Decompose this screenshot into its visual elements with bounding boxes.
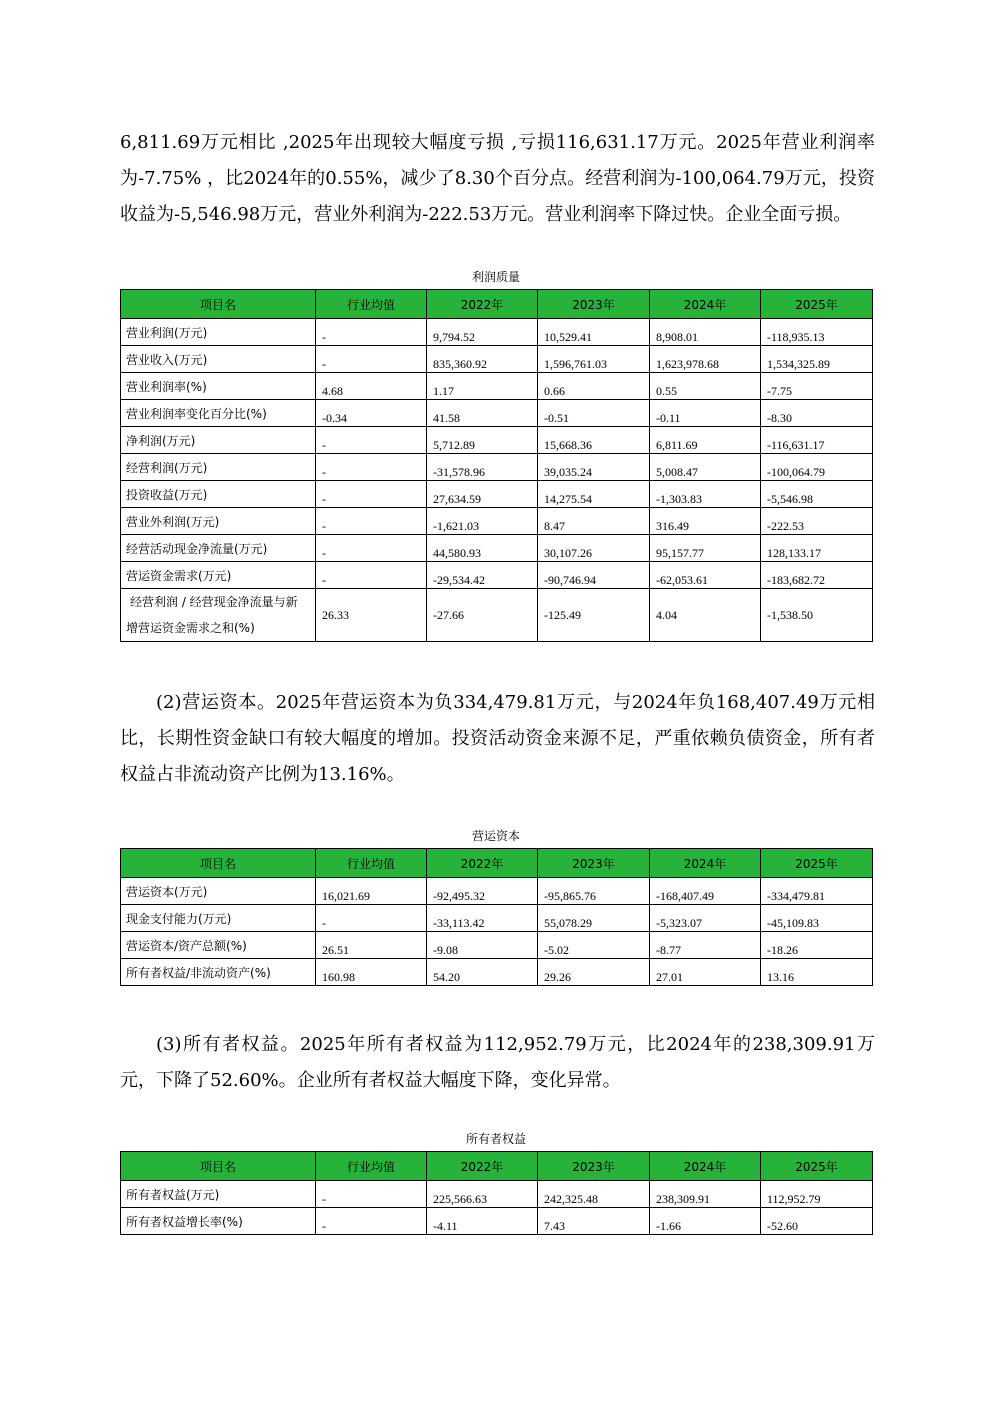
column-header: 2022年 bbox=[427, 849, 538, 878]
table-cell: -18.26 bbox=[761, 932, 873, 959]
column-header: 2023年 bbox=[538, 1152, 650, 1181]
table-cell: -90,746.94 bbox=[538, 562, 650, 589]
row-label: 现金支付能力(万元) bbox=[121, 905, 316, 932]
table-cell: -33,113.42 bbox=[427, 905, 538, 932]
table-cell: -1,538.50 bbox=[761, 589, 873, 642]
table-cell: -0.51 bbox=[538, 400, 650, 427]
table-cell: -95,865.76 bbox=[538, 878, 650, 905]
table-cell: -168,407.49 bbox=[650, 878, 761, 905]
row-label: 所有者权益增长率(%) bbox=[121, 1208, 316, 1235]
row-label: 营运资本/资产总额(%) bbox=[121, 932, 316, 959]
table-cell: 27.01 bbox=[650, 959, 761, 986]
table-cell: 8.47 bbox=[538, 508, 650, 535]
column-header: 项目名 bbox=[121, 1152, 316, 1181]
table-cell: -7.75 bbox=[761, 373, 873, 400]
table-cell: 835,360.92 bbox=[427, 346, 538, 373]
table-row bbox=[121, 959, 873, 986]
table-cell: 8,908.01 bbox=[650, 319, 761, 346]
owners-equity-table bbox=[120, 1151, 873, 1235]
row-label: 营运资本(万元) bbox=[121, 878, 316, 905]
table-cell: -5,546.98 bbox=[761, 481, 873, 508]
paragraph-owners-equity-text: (3)所有者权益。2025年所有者权益为112,952.79万元，比2024年的238,309.91万元，下降了52.60%。企业所有者权益大幅度下降，变化异常。 bbox=[120, 1034, 875, 1091]
table-cell: 13.16 bbox=[761, 959, 873, 986]
table-cell: - bbox=[316, 481, 427, 508]
table-header-row bbox=[121, 290, 873, 319]
table-cell: 1,534,325.89 bbox=[761, 346, 873, 373]
column-header: 2024年 bbox=[650, 1152, 761, 1181]
table-cell: - bbox=[316, 1208, 427, 1235]
column-header: 2024年 bbox=[650, 849, 761, 878]
table-cell: -29,534.42 bbox=[427, 562, 538, 589]
table-cell: 41.58 bbox=[427, 400, 538, 427]
table-row bbox=[121, 481, 873, 508]
column-header: 行业均值 bbox=[316, 1152, 427, 1181]
row-label: 所有者权益(万元) bbox=[121, 1181, 316, 1208]
table-row bbox=[121, 589, 873, 642]
table-cell: 95,157.77 bbox=[650, 535, 761, 562]
table-cell: 44,580.93 bbox=[427, 535, 538, 562]
table-header-row bbox=[121, 849, 873, 878]
column-header: 2022年 bbox=[427, 290, 538, 319]
row-label: 所有者权益/非流动资产(%) bbox=[121, 959, 316, 986]
table-cell: -1,621.03 bbox=[427, 508, 538, 535]
column-header: 2023年 bbox=[538, 849, 650, 878]
table-cell: 16,021.69 bbox=[316, 878, 427, 905]
table-row bbox=[121, 932, 873, 959]
table-cell: - bbox=[316, 508, 427, 535]
table-cell: -1,303.83 bbox=[650, 481, 761, 508]
table-header-row bbox=[121, 1152, 873, 1181]
table-cell: 1.17 bbox=[427, 373, 538, 400]
table-cell: 7.43 bbox=[538, 1208, 650, 1235]
table-cell: -8.77 bbox=[650, 932, 761, 959]
table-cell: 242,325.48 bbox=[538, 1181, 650, 1208]
table-cell: 1,623,978.68 bbox=[650, 346, 761, 373]
table-cell: 238,309.91 bbox=[650, 1181, 761, 1208]
table-cell: -118,935.13 bbox=[761, 319, 873, 346]
table-cell: 5,712.89 bbox=[427, 427, 538, 454]
column-header: 2022年 bbox=[427, 1152, 538, 1181]
table-cell: 55,078.29 bbox=[538, 905, 650, 932]
table-cell: -45,109.83 bbox=[761, 905, 873, 932]
table-cell: 160.98 bbox=[316, 959, 427, 986]
row-label: 营业外利润(万元) bbox=[121, 508, 316, 535]
table-cell: 27,634.59 bbox=[427, 481, 538, 508]
column-header: 2023年 bbox=[538, 290, 650, 319]
table-cell: 39,035.24 bbox=[538, 454, 650, 481]
paragraph-profit-summary: 6,811.69万元相比 ,2025年出现较大幅度亏损 ,亏损116,631.17万元。2025年营业利润率为-7.75% ，比2024年的0.55%，减少了8.30个百分点。经营利润为-100,064.79万元，投资收益为-5,546.98万元，营业外利润为-222.53万元。营业利润率下降过快。企业全面亏损。 bbox=[120, 132, 875, 225]
table-cell: - bbox=[316, 346, 427, 373]
table-caption-owners-equity: 所有者权益 bbox=[465, 1132, 526, 1146]
table-cell: 26.51 bbox=[316, 932, 427, 959]
table-cell: - bbox=[316, 905, 427, 932]
table-cell: 316.49 bbox=[650, 508, 761, 535]
table-cell: -116,631.17 bbox=[761, 427, 873, 454]
column-header: 2024年 bbox=[650, 290, 761, 319]
row-label: 营业利润(万元) bbox=[121, 319, 316, 346]
row-label: 营业利润率变化百分比(%) bbox=[121, 400, 316, 427]
table-cell: 5,008.47 bbox=[650, 454, 761, 481]
table-row bbox=[121, 878, 873, 905]
table-row bbox=[121, 562, 873, 589]
table-cell: - bbox=[316, 535, 427, 562]
table-cell: -100,064.79 bbox=[761, 454, 873, 481]
table-cell: -5,323.07 bbox=[650, 905, 761, 932]
row-label: 营业收入(万元) bbox=[121, 346, 316, 373]
column-header: 行业均值 bbox=[316, 290, 427, 319]
table-cell: - bbox=[316, 1181, 427, 1208]
table-row bbox=[121, 1181, 873, 1208]
paragraph-working-capital bbox=[120, 685, 875, 793]
table-caption-profit-quality: 利润质量 bbox=[471, 270, 520, 284]
table-cell: - bbox=[316, 454, 427, 481]
row-label: 经营利润(万元) bbox=[121, 454, 316, 481]
row-label: 投资收益(万元) bbox=[121, 481, 316, 508]
table-cell: -62,053.61 bbox=[650, 562, 761, 589]
table-cell: 1,596,761.03 bbox=[538, 346, 650, 373]
table-cell: -5.02 bbox=[538, 932, 650, 959]
column-header: 项目名 bbox=[121, 290, 316, 319]
table-row bbox=[121, 427, 873, 454]
table-cell: 29.26 bbox=[538, 959, 650, 986]
table-cell: - bbox=[316, 427, 427, 454]
table-cell: 4.04 bbox=[650, 589, 761, 642]
table-row bbox=[121, 508, 873, 535]
row-label-line: 增营运资金需求之和(%) bbox=[126, 621, 255, 635]
row-label: 营运资金需求(万元) bbox=[121, 562, 316, 589]
table-cell: 9,794.52 bbox=[427, 319, 538, 346]
paragraph-working-capital-text: (2)营运资本。2025年营运资本为负334,479.81万元，与2024年负168,407.49万元相比，长期性资金缺口有较大幅度的增加。投资活动资金来源不足，严重依赖负债资金，所有者权益占非流动资产比例为13.16%。 bbox=[120, 692, 875, 785]
table-cell: -31,578.96 bbox=[427, 454, 538, 481]
paragraph-owners-equity bbox=[120, 1027, 875, 1099]
table-cell: 225,566.63 bbox=[427, 1181, 538, 1208]
table-cell: 54.20 bbox=[427, 959, 538, 986]
table-cell: -92,495.32 bbox=[427, 878, 538, 905]
table-cell: -27.66 bbox=[427, 589, 538, 642]
table-cell: 15,668.36 bbox=[538, 427, 650, 454]
table-cell: -52.60 bbox=[761, 1208, 873, 1235]
table-cell: 4.68 bbox=[316, 373, 427, 400]
table-cell: 0.55 bbox=[650, 373, 761, 400]
table-cell: -125.49 bbox=[538, 589, 650, 642]
table-cell: -183,682.72 bbox=[761, 562, 873, 589]
column-header: 2025年 bbox=[761, 1152, 873, 1181]
table-cell: 112,952.79 bbox=[761, 1181, 873, 1208]
table-row bbox=[121, 319, 873, 346]
table-cell: 26.33 bbox=[316, 589, 427, 642]
table-cell: -0.11 bbox=[650, 400, 761, 427]
profit-quality-table bbox=[120, 289, 873, 642]
table-row bbox=[121, 373, 873, 400]
table-row bbox=[121, 454, 873, 481]
table-row bbox=[121, 1208, 873, 1235]
column-header: 2025年 bbox=[761, 290, 873, 319]
table-row bbox=[121, 346, 873, 373]
table-cell: -0.34 bbox=[316, 400, 427, 427]
table-cell: 6,811.69 bbox=[650, 427, 761, 454]
table-cell: 30,107.26 bbox=[538, 535, 650, 562]
row-label bbox=[121, 589, 316, 642]
table-cell: -4.11 bbox=[427, 1208, 538, 1235]
table-row bbox=[121, 535, 873, 562]
row-label: 营业利润率(%) bbox=[121, 373, 316, 400]
table-cell: 14,275.54 bbox=[538, 481, 650, 508]
row-label: 净利润(万元) bbox=[121, 427, 316, 454]
table-caption-working-capital: 营运资本 bbox=[471, 829, 520, 843]
table-cell: 10,529.41 bbox=[538, 319, 650, 346]
table-cell: - bbox=[316, 319, 427, 346]
table-cell: -9.08 bbox=[427, 932, 538, 959]
column-header: 项目名 bbox=[121, 849, 316, 878]
table-row bbox=[121, 905, 873, 932]
column-header: 2025年 bbox=[761, 849, 873, 878]
column-header: 行业均值 bbox=[316, 849, 427, 878]
table-row bbox=[121, 400, 873, 427]
table-cell: -1.66 bbox=[650, 1208, 761, 1235]
table-cell: -222.53 bbox=[761, 508, 873, 535]
table-cell: 128,133.17 bbox=[761, 535, 873, 562]
table-cell: - bbox=[316, 562, 427, 589]
row-label: 经营活动现金净流量(万元) bbox=[121, 535, 316, 562]
table-cell: -334,479.81 bbox=[761, 878, 873, 905]
row-label-line: 经营利润 / 经营现金净流量与新 bbox=[130, 595, 298, 609]
working-capital-table bbox=[120, 848, 873, 986]
table-cell: -8.30 bbox=[761, 400, 873, 427]
table-cell: 0.66 bbox=[538, 373, 650, 400]
